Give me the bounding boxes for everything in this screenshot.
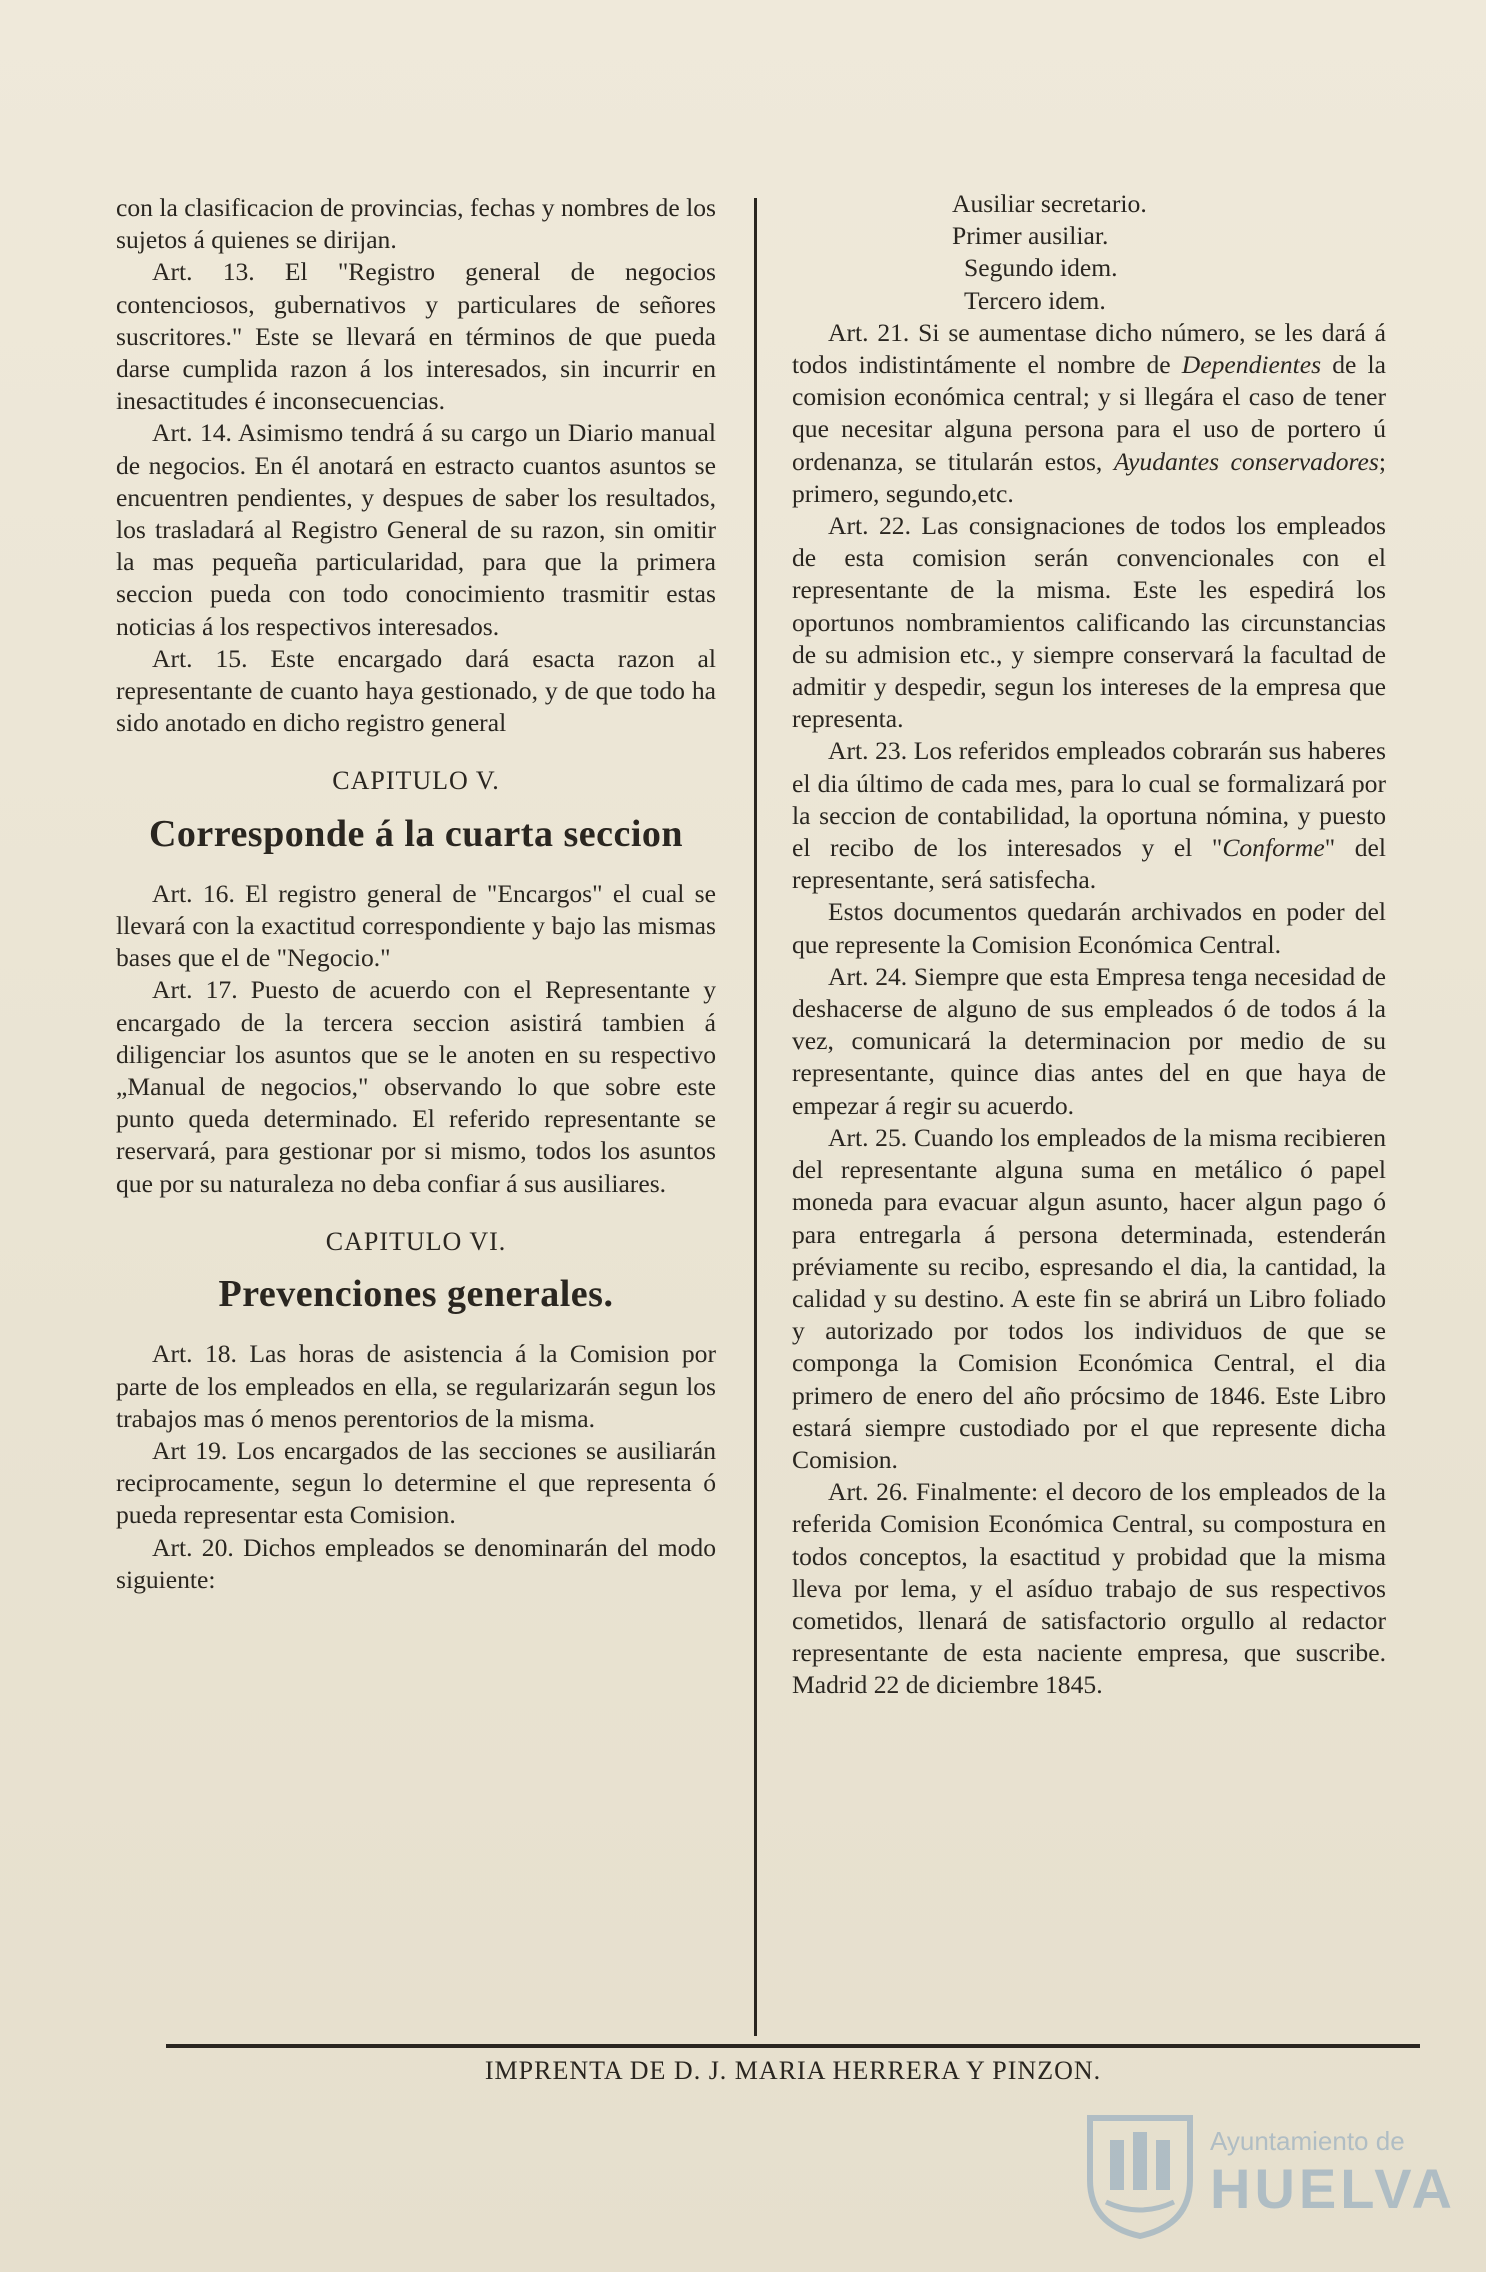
shield-icon <box>1080 2110 1200 2240</box>
article-24: Art. 24. Siempre que esta Empresa tenga necesidad de deshacerse de alguno de sus empleados ó de todos á la vez, comunicará la determinacion por medio de su representante, quince dias antes del en que haya de empezar á regir su acuerdo. <box>792 961 1386 1120</box>
list-item-tercero-idem: Tercero idem. <box>964 285 1106 315</box>
ayuntamiento-watermark <box>1080 2110 1456 2240</box>
list-item-segundo-idem: Segundo idem. <box>964 253 1118 283</box>
article-16: Art. 16. El registro general de "Encargos" el cual se llevará con la exactitud correspondiente y bajo las mismas bases que el de "Negocio." <box>116 878 716 973</box>
article-15: Art. 15. Este encargado dará esacta razon al representante de cuanto haya gestionado, y de que todo ha sido anotado en dicho registro general <box>116 643 716 738</box>
article-21 <box>792 317 1386 510</box>
chapter-6-heading: CAPITULO VI. <box>325 1226 507 1256</box>
conforme-term: Conforme <box>1222 833 1325 863</box>
list-item-primer-ausiliar: Primer ausiliar. <box>952 221 1109 251</box>
list-item-ausiliar-secretario: Ausiliar secretario. <box>952 189 1147 218</box>
article-26: Art. 26. Finalmente: el decoro de los empleados de la referida Comision Económica Central, su compostura en todos conceptos, la esactitud y probidad que la misma lleva por lema, y el asíduo trabajo de sus respectivos cometidos, llenará de satisfactorio orgullo al redactor representante de esta naciente empresa, que suscribe. Madrid 22 de diciembre 1845. <box>792 1477 1386 1700</box>
footer-rule <box>166 2044 1420 2048</box>
chapter-5-title: Corresponde á la cuarta seccion <box>148 812 684 855</box>
article-17: Art. 17. Puesto de acuerdo con el Representante y encargado de la tercera seccion asistirá tambien á diligenciar los asuntos que se le anoten en su respectivo „Manual de negocios," observando lo que sobre este punto queda determinado. El referido representante se reservará, para gestionar por si mismo, todos los asuntos que por su naturaleza no deba confiar á sus ausiliares. <box>116 975 716 1198</box>
right-column <box>792 188 1386 1702</box>
article-14: Art. 14. Asimismo tendrá á su cargo un Diario manual de negocios. En él anotará en estracto cuantos asuntos se encuentren pendientes, y despues de saber los resultados, los trasladará al Registro General de su razon, sin omitir la mas pequeña particularidad, para que la primera seccion pueda con todo conocimiento trasmitir estas noticias á los respectivos interesados. <box>116 418 716 641</box>
article-21-part-2: de la comision económica central; y si llegára el caso de tener que necesitar alguna persona para el uso de portero ú ordenanza, se titularán estos, <box>792 350 1386 476</box>
left-paragraph-1: con la clasificacion de provincias, fechas y nombres de los sujetos á quienes se dirijan. <box>116 193 716 255</box>
printer-imprint: IMPRENTA DE D. J. MARIA HERRERA Y PINZON. <box>484 2056 1102 2085</box>
ayudantes-term: Ayudantes conservadores <box>1113 446 1379 476</box>
article-23-documents: Estos documentos quedarán archivados en poder del que represente la Comision Económica Central. <box>792 897 1386 959</box>
article-22: Art. 22. Las consignaciones de todos los empleados de esta comision serán convencionales con el representante de la misma. Este les espedirá los oportunos nombramientos calificando las circunstancias de su admision etc., y siempre conservará la facultad de admitir y despedir, segun los intereses de la empresa que representa. <box>792 511 1386 734</box>
dependientes-term: Dependientes <box>1181 350 1322 380</box>
article-25: Art. 25. Cuando los empleados de la misma recibieren del representante alguna suma en metálico ó papel moneda para evacuar algun asunto, hacer algun pago ó para entregarla á persona determinada, estenderán préviamente su recibo, espresando el dia, la cantidad, la calidad y su destino. A este fin se abrirá un Libro foliado y autorizado por todos los individuos de que se componga la Comision Económica Central, el dia primero de enero del año prócsimo de 1846. Este Libro estará siempre custodiado por el que represente dicha Comision. <box>792 1122 1386 1474</box>
article-19: Art 19. Los encargados de las secciones se ausiliarán reciprocamente, segun lo determine el que representa ó pueda representar esta Comision. <box>116 1435 716 1530</box>
article-23 <box>792 735 1386 896</box>
article-13: Art. 13. El "Registro general de negocios contenciosos, gubernativos y particulares de señores suscritores." Este se llevará en términos de que pueda darse cumplida razon á los interesados, sin incurrir en inesactitudes é inconsecuencias. <box>116 257 716 416</box>
article-23-part-1: Art. 23. Los referidos empleados cobrarán sus haberes el dia último de cada mes, para lo cual se formalizará por la seccion de contabilidad, la oportuna nómina, y puesto el recibo de los interesados y el " <box>792 736 1386 863</box>
column-divider <box>754 198 757 2036</box>
chapter-6-title: Prevenciones generales. <box>218 1273 614 1316</box>
chapter-5-heading: CAPITULO V. <box>332 766 500 796</box>
left-column <box>116 192 716 1596</box>
watermark-line-1: Ayuntamiento de <box>1210 2126 1405 2156</box>
article-20: Art. 20. Dichos empleados se denominarán del modo siguiente: <box>116 1532 716 1594</box>
article-23-part-2: " del representante, será satisfecha. <box>792 833 1386 895</box>
article-18: Art. 18. Las horas de asistencia á la Comision por parte de los empleados en ella, se regularizarán segun los trabajos mas ó menos perentorios de la misma. <box>116 1339 716 1433</box>
watermark-line-2: HUELVA <box>1210 2157 1456 2220</box>
article-21-part-3: ; primero, segundo,etc. <box>792 446 1386 508</box>
article-21-part-1: Art. 21. Si se aumentase dicho número, se les dará á todos indistintámente el nombre de <box>792 317 1386 380</box>
